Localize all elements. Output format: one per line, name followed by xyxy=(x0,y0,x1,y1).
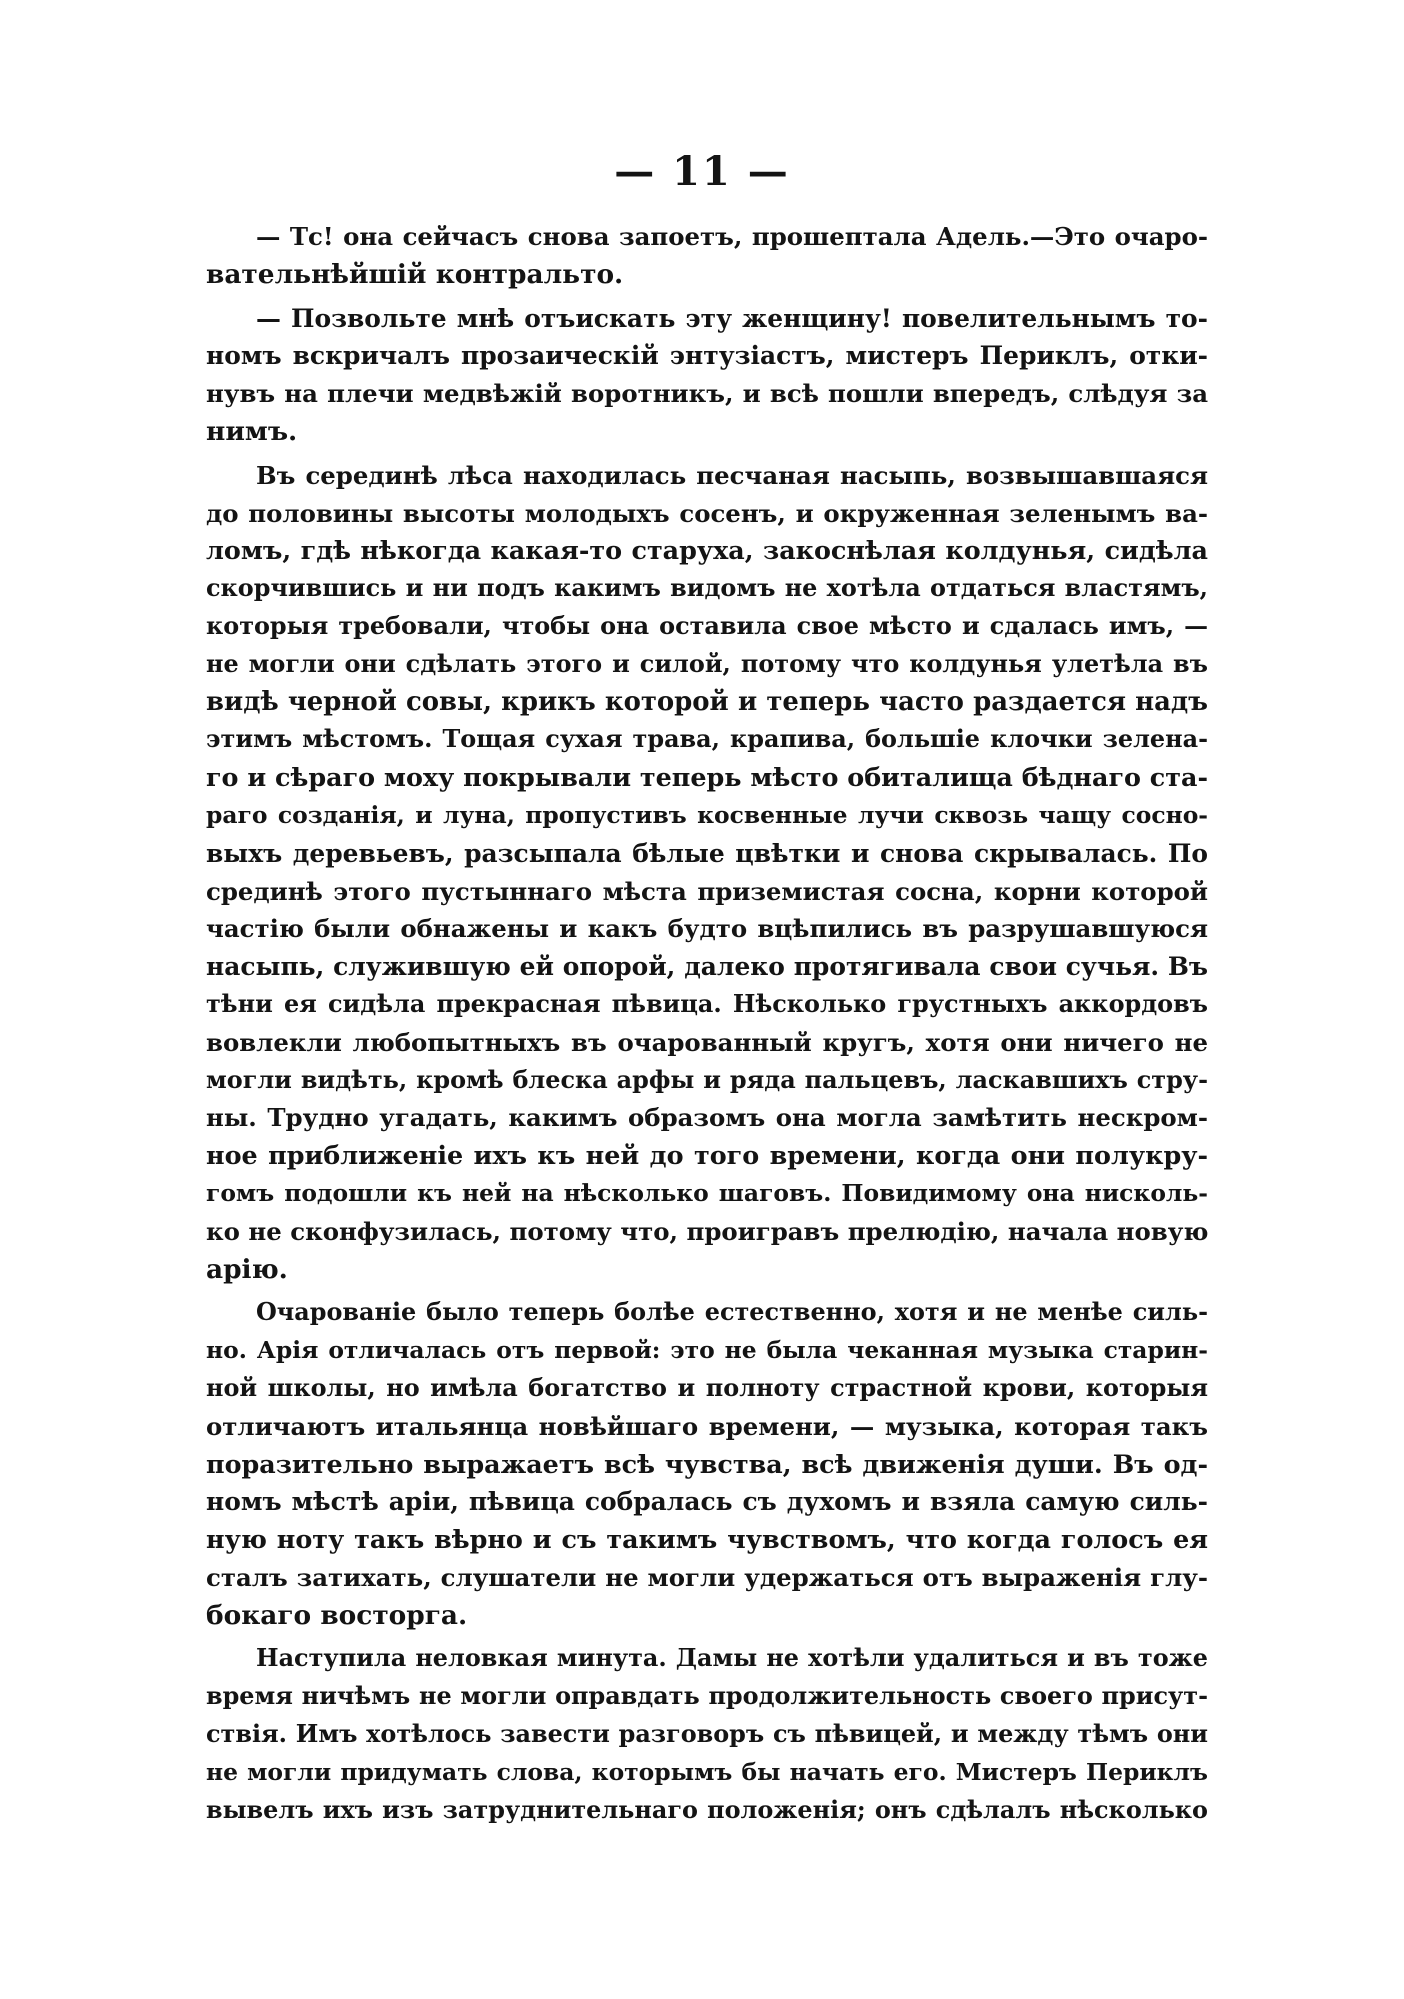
paragraph-4 xyxy=(206,1294,1208,1634)
text-line: ны. Трудно угадать, какимъ образомъ она могла замѣтить нескром- xyxy=(206,1103,1208,1133)
text-line: ной школы, но имѣла богатство и полноту страстной крови, которыя xyxy=(206,1373,1208,1402)
text-line: частію были обнажены и какъ будто вцѣпились въ разрушавшуюся xyxy=(206,914,1208,944)
text-line: не могли придумать слова, которымъ бы начать его. Мистеръ Периклъ xyxy=(206,1757,1208,1786)
text-line: вывелъ ихъ изъ затруднительнаго положенія; онъ сдѣлалъ нѣсколько xyxy=(206,1795,1208,1824)
text-line: тѣни ея сидѣла прекрасная пѣвица. Нѣсколько грустныхъ аккордовъ xyxy=(206,989,1208,1018)
text-line: видѣ черной совы, крикъ которой и теперь часто раздается надъ xyxy=(206,686,1208,717)
text-line: до половины высоты молодыхъ сосенъ, и окруженная зеленымъ ва- xyxy=(206,498,1208,528)
text-line: этимъ мѣстомъ. Тощая сухая трава, крапива, большіе клочки зелена- xyxy=(206,725,1208,754)
text-line: могли видѣть, кромѣ блеска арфы и ряда пальцевъ, ласкавшихъ стру- xyxy=(206,1065,1208,1094)
text-line: Наступила неловкая минута. Дамы не хотѣли удалиться и въ тоже xyxy=(256,1644,1208,1673)
text-line: вательнѣйшій контральто. xyxy=(206,258,624,290)
text-line: вовлекли любопытныхъ въ очарованный кругъ, хотя они ничего не xyxy=(206,1027,1208,1057)
text-line: — Позвольте мнѣ отъискать эту женщину! повелительнымъ то- xyxy=(256,303,1208,333)
text-line: бокаго восторга. xyxy=(206,1599,468,1631)
text-line: номъ вскричалъ прозаическій энтузіастъ, мистеръ Периклъ, отки- xyxy=(206,341,1208,371)
text-line: гомъ подошли къ ней на нѣсколько шаговъ. Повидимому она нисколь- xyxy=(206,1178,1208,1207)
text-line: которыя требовали, чтобы она оставила свое мѣсто и сдалась имъ, — xyxy=(206,611,1208,640)
text-line: ко не сконфузилась, потому что, проигравъ прелюдію, начала новую xyxy=(206,1216,1209,1246)
body-text xyxy=(206,218,1208,1835)
text-line: раго созданія, и луна, пропустивъ косвенные лучи сквозь чащу сосно- xyxy=(206,800,1208,829)
text-line: Очарованіе было теперь болѣе естественно, хотя и не менѣе силь- xyxy=(256,1298,1208,1327)
text-line: го и сѣраго моху покрывали теперь мѣсто обиталища бѣднаго ста- xyxy=(206,762,1208,793)
text-line: отличаютъ итальянца новѣйшаго времени, — музыка, которая такъ xyxy=(206,1411,1208,1441)
text-line: ломъ, гдѣ нѣкогда какая-то старуха, закоснѣлая колдунья, сидѣла xyxy=(206,535,1208,566)
text-line: время ничѣмъ не могли оправдать продолжительность своего присут- xyxy=(206,1682,1208,1711)
text-line: выхъ деревьевъ, разсыпала бѣлые цвѣтки и снова скрывалась. По xyxy=(206,838,1208,868)
paragraph-3 xyxy=(206,457,1208,1289)
text-line: арію. xyxy=(206,1253,288,1285)
text-line: номъ мѣстѣ аріи, пѣвица собралась съ духомъ и взяла самую силь- xyxy=(206,1487,1208,1517)
text-line: ную ноту такъ вѣрно и съ такимъ чувствомъ, что когда голосъ ея xyxy=(206,1524,1208,1555)
text-line: скорчившись и ни подъ какимъ видомъ не хотѣла отдаться властямъ, xyxy=(206,574,1208,603)
text-line: Въ серединѣ лѣса находилась песчаная насыпь, возвышавшаяся xyxy=(256,460,1208,490)
text-line: не могли они сдѣлать этого и силой, потому что колдунья улетѣла въ xyxy=(206,649,1208,678)
text-line: нимъ. xyxy=(206,415,298,447)
page-number: — 11 — xyxy=(614,148,790,195)
text-line: сталъ затихать, слушатели не могли удержаться отъ выраженія глу- xyxy=(206,1562,1208,1592)
paragraph-5 xyxy=(206,1640,1208,1829)
text-line: но. Арія отличалась отъ первой: это не была чеканная музыка старин- xyxy=(206,1336,1208,1365)
text-line: срединѣ этого пустыннаго мѣста приземистая сосна, корни которой xyxy=(206,876,1208,906)
text-line: поразительно выражаетъ всѣ чувства, всѣ движенія души. Въ од- xyxy=(206,1448,1208,1479)
paragraph-1 xyxy=(206,218,1208,294)
text-line: — Тс! она сейчасъ снова запоетъ, прошептала Адель.—Это очаро- xyxy=(256,222,1208,251)
text-line: нувъ на плечи медвѣжій воротникъ, и всѣ пошли впередъ, слѣдуя за xyxy=(206,379,1208,409)
paragraph-2 xyxy=(206,300,1208,451)
text-line: ствія. Имъ хотѣлось завести разговоръ съ пѣвицей, и между тѣмъ они xyxy=(206,1720,1208,1749)
text-line: ное приближеніе ихъ къ ней до того времени, когда они полукру- xyxy=(206,1140,1208,1171)
text-line: насыпь, служившую ей опорой, далеко протягивала свои сучья. Въ xyxy=(206,952,1208,982)
